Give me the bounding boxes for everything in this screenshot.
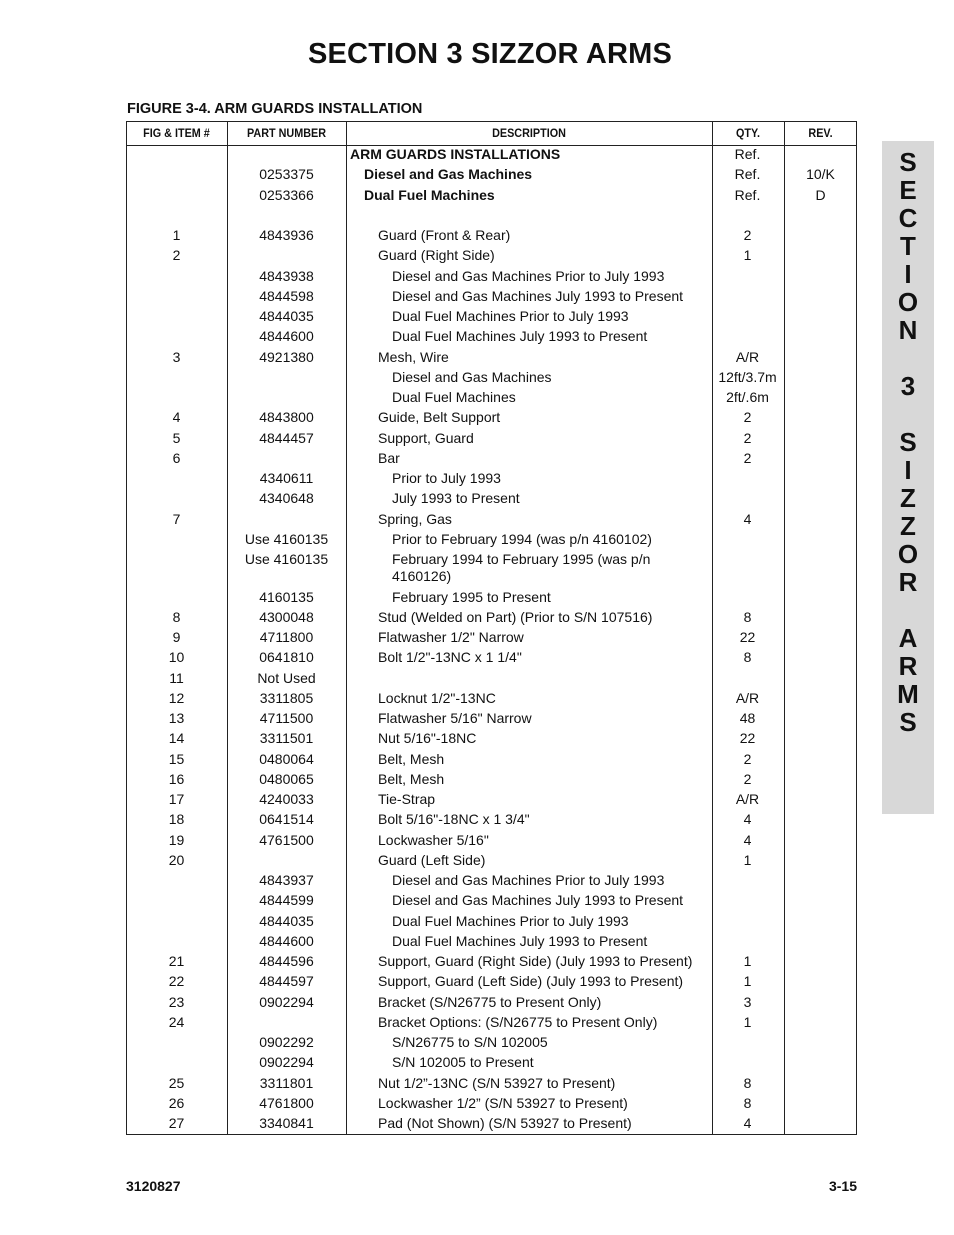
part-number-cell: 0641810 [259,649,314,666]
fig-item-cell: 19 [168,831,185,848]
section-tab-letter [882,344,934,372]
section-tab-letter: Z [900,511,916,541]
table-row [126,750,857,770]
table-row [126,186,857,206]
part-number-cell: 4711500 [259,710,314,726]
section-tab-letter: Z [900,483,916,513]
qty-cell: Ref. [734,146,761,162]
table-row [126,510,857,530]
table-row [126,307,857,327]
header-qty: QTY. [735,126,760,140]
part-number-cell: 4921380 [259,348,314,365]
qty-cell: A/R [735,348,760,365]
fig-item-cell: 11 [169,669,184,686]
part-number-cell: 4844597 [259,973,314,990]
description-cell: Dual Fuel Machines [392,389,516,405]
table-row [126,1074,857,1094]
part-number-cell: 4711800 [259,629,314,645]
qty-cell: 22 [739,730,756,747]
description-cell: Dual Fuel Machines Prior to July 1993 [392,308,629,324]
description-cell: Diesel and Gas Machines Prior to July 1993 [392,872,665,888]
qty-cell: 4 [743,831,752,848]
table-row [126,729,857,749]
section-tab-letter: S [899,707,917,737]
section-tab-letter: 3 [900,371,916,401]
fig-item-cell: 20 [168,851,185,868]
description-cell: Nut 1/2”-13NC (S/N 53927 to Present) [378,1074,616,1091]
qty-cell: 2 [743,409,752,426]
part-number-cell: 4761800 [259,1094,314,1111]
page-title: SECTION 3 SIZZOR ARMS [307,38,673,70]
qty-cell: 3 [743,993,752,1010]
description-cell: Mesh, Wire [378,348,449,365]
section-tab-letter [882,400,934,428]
qty-cell: 1 [743,247,752,264]
table-row [126,912,857,932]
rev-cell: D [815,186,826,203]
part-number-cell: 4340648 [259,490,314,507]
description-cell: Locknut 1/2"-13NC [378,689,496,706]
qty-cell: 4 [743,1115,752,1131]
part-number-cell: Not Used [257,669,316,686]
fig-item-cell: 22 [168,973,185,990]
header-description: DESCRIPTION [492,126,566,140]
part-number-cell: 0480065 [259,770,314,787]
qty-cell: A/R [735,791,760,807]
part-number-cell: Use 4160135 [244,551,329,567]
table-row [126,145,857,165]
fig-item-cell: 8 [172,608,181,625]
fig-item-cell: 18 [168,811,185,828]
description-cell: Belt, Mesh [378,770,445,787]
qty-cell: 8 [743,608,752,625]
page-number: 3-15 [828,1178,857,1194]
description-cell: Dual Fuel Machines [364,186,495,203]
table-row [126,287,857,307]
table-body [126,145,857,1134]
qty-cell: 1 [743,973,752,990]
description-cell: Pad (Not Shown) (S/N 53927 to Present) [378,1115,632,1131]
description-cell: Nut 5/16"-18NC [378,730,477,747]
part-number-cell: 4844596 [259,953,314,969]
qty-cell: 4 [743,510,752,527]
description-cell: Guard (Front & Rear) [378,227,511,243]
description-cell: Stud (Welded on Part) (Prior to S/N 107516) [378,608,653,625]
part-number-cell: 3340841 [259,1115,314,1131]
table-row [126,1033,857,1053]
description-cell: Guide, Belt Support [378,409,501,426]
fig-item-cell: 25 [168,1074,185,1091]
fig-item-cell: 13 [168,710,185,726]
qty-cell: 12ft/3.7m [718,368,777,385]
table-row [126,550,857,588]
table-row [126,226,857,246]
description-cell: July 1993 to Present [392,490,520,507]
fig-item-cell: 26 [168,1094,185,1111]
table-row [126,1013,857,1033]
qty-cell: 8 [743,649,752,666]
part-number-cell: 4843937 [259,872,314,888]
table-row [126,449,857,469]
table-row [126,790,857,810]
section-tab-letter: S [899,147,917,177]
description-cell: Lockwasher 1/2” (S/N 53927 to Present) [378,1094,628,1111]
part-number-cell: 4844035 [259,912,314,929]
part-number-cell: 4240033 [259,791,314,807]
table-row [126,669,857,689]
description-cell: Flatwasher 5/16" Narrow [378,710,532,726]
header-fig-item: FIG & ITEM # [143,126,210,140]
table-row [126,348,857,368]
fig-item-cell: 1 [172,227,181,243]
description-cell: Bar [378,449,400,466]
table-row [126,689,857,709]
qty-cell: 2ft/.6m [726,389,769,405]
section-tab-letter: S [899,427,917,457]
table-row [126,267,857,287]
qty-cell: 1 [743,1013,752,1030]
table-row [126,368,857,388]
description-cell: Dual Fuel Machines July 1993 to Present [392,328,648,345]
part-number-cell: 4844035 [259,308,314,324]
description-cell: Dual Fuel Machines July 1993 to Present [392,932,648,949]
table-row [126,952,857,972]
fig-item-cell: 4 [172,409,181,426]
description-cell: Lockwasher 5/16" [378,831,489,848]
fig-item-cell: 7 [172,510,181,527]
fig-item-cell: 15 [168,750,185,767]
section-tab-letter: R [898,651,918,681]
table-row [126,831,857,851]
table-row [126,770,857,790]
header-rev: REV. [808,126,833,140]
part-number-cell: 4340611 [259,470,314,486]
description-cell: Guard (Left Side) [378,851,486,868]
section-tab-letter: I [904,455,912,485]
part-number-cell: 0902294 [259,993,314,1010]
table-row [126,709,857,729]
fig-item-cell: 5 [172,429,181,446]
description-cell: Prior to February 1994 (was p/n 4160102) [392,530,652,547]
table-row [126,206,857,226]
part-number-cell: 4844598 [259,287,314,304]
part-number-cell: 3311805 [259,689,314,706]
description-cell: Dual Fuel Machines Prior to July 1993 [392,912,629,929]
qty-cell: 4 [743,811,752,828]
fig-item-cell: 3 [172,348,181,365]
fig-item-cell: 16 [168,770,185,787]
fig-item-cell: 21 [168,953,185,969]
header-part-number: PART NUMBER [246,126,327,140]
qty-cell: 2 [743,750,752,767]
table-row [126,408,857,428]
part-number-cell: 0641514 [259,811,314,828]
table-row [126,871,857,891]
part-number-cell: 3311801 [259,1074,314,1091]
table-row [126,388,857,408]
section-tab-letter: A [898,623,918,653]
part-number-cell: 4844599 [259,892,314,909]
part-number-cell: 0480064 [259,750,314,767]
document-number: 3120827 [126,1178,181,1194]
section-tab-letter: E [899,175,917,205]
qty-cell: 2 [743,449,752,466]
section-tab-letter: M [897,679,919,709]
table-row [126,993,857,1013]
description-cell: Diesel and Gas Machines [364,166,533,183]
description-cell: February 1995 to Present [392,588,551,605]
table-row [126,648,857,668]
section-tab-letter: O [897,287,919,317]
part-number-cell: 0902292 [259,1034,314,1050]
description-cell: Diesel and Gas Machines Prior to July 1993 [392,267,665,284]
part-number-cell: 4844600 [259,932,314,949]
part-number-cell: 4761500 [259,831,314,848]
figure-title: FIGURE 3-4. ARM GUARDS INSTALLATION [127,101,423,117]
table-row [126,608,857,628]
table-row [126,1053,857,1073]
description-cell: Diesel and Gas Machines [392,368,552,385]
description-cell: Tie-Strap [378,791,436,807]
qty-cell: 1 [743,851,752,868]
fig-item-cell: 17 [168,791,185,807]
table-row [126,469,857,489]
fig-item-cell: 6 [172,449,181,466]
description-cell: Bracket Options: (S/N26775 to Present Only) [378,1013,658,1030]
fig-item-cell: 2 [172,247,181,264]
description-cell: Support, Guard (Left Side) (July 1993 to Present) [378,973,684,990]
description-cell: Bolt 5/16"-18NC x 1 3/4" [378,811,530,828]
part-number-cell: 4843938 [259,267,314,284]
table-row [126,1114,857,1134]
table-row [126,810,857,830]
table-row [126,530,857,550]
part-number-cell: 4843800 [259,409,314,426]
part-number-cell: 4300048 [259,608,314,625]
table-row [126,165,857,185]
description-cell: Prior to July 1993 [392,470,501,486]
section-tab-letter: R [898,567,918,597]
description-cell: Guard (Right Side) [378,247,495,264]
description-cell: Flatwasher 1/2" Narrow [378,629,524,645]
description-cell: S/N26775 to S/N 102005 [392,1034,548,1050]
description-cell: Bolt 1/2"-13NC x 1 1/4" [378,649,522,666]
fig-item-cell: 23 [168,993,185,1010]
section-tab-label [882,148,934,736]
section-tab-letter: T [900,231,916,261]
table-row [126,1094,857,1114]
qty-cell: 8 [743,1074,752,1091]
description-cell: Diesel and Gas Machines July 1993 to Present [392,287,684,304]
qty-cell: 2 [743,429,752,446]
section-tab-letter: C [898,203,918,233]
rev-cell: 10/K [806,166,835,183]
table-row [126,891,857,911]
table-row [126,972,857,992]
part-number-cell: 4843936 [259,227,314,243]
table-row [126,246,857,266]
description-cell: Support, Guard (Right Side) (July 1993 to Present) [378,953,693,969]
fig-item-cell: 12 [168,689,185,706]
part-number-cell: 0253375 [259,166,314,183]
table-row [126,429,857,449]
qty-cell: 8 [743,1094,752,1111]
section-tab-letter: N [898,315,918,345]
fig-item-cell: 9 [172,629,181,645]
fig-item-cell: 27 [168,1115,185,1131]
table-row [126,588,857,608]
description-cell: Belt, Mesh [378,750,445,767]
table-row [126,932,857,952]
description-cell: Spring, Gas [378,510,452,527]
description-cell: February 1994 to February 1995 (was p/n 4160126) [392,551,651,584]
part-number-cell: Use 4160135 [244,530,329,547]
description-cell: ARM GUARDS INSTALLATIONS [350,146,561,162]
qty-cell: 2 [743,227,752,243]
qty-cell: 1 [743,953,752,969]
qty-cell: 48 [739,710,756,726]
qty-cell: 22 [739,629,756,645]
section-tab-letter: O [897,539,919,569]
part-number-cell: 0253366 [259,186,314,203]
table-row [126,851,857,871]
qty-cell: A/R [735,689,760,706]
section-tab-letter [882,596,934,624]
part-number-cell: 3311501 [259,730,314,747]
part-number-cell: 0902294 [259,1054,314,1071]
qty-cell: Ref. [734,186,761,203]
fig-item-cell: 24 [168,1013,185,1030]
part-number-cell: 4844457 [259,429,314,446]
description-cell: Diesel and Gas Machines July 1993 to Present [392,892,684,909]
fig-item-cell: 10 [168,649,185,666]
table-row [126,628,857,648]
table-row [126,489,857,509]
qty-cell: Ref. [734,166,761,183]
part-number-cell: 4160135 [259,588,314,605]
section-tab-letter: I [904,259,912,289]
description-cell: S/N 102005 to Present [392,1054,534,1071]
table-row [126,327,857,347]
fig-item-cell: 14 [168,730,185,747]
part-number-cell: 4844600 [259,328,314,345]
qty-cell: 2 [743,770,752,787]
description-cell: Support, Guard [378,429,474,446]
description-cell: Bracket (S/N26775 to Present Only) [378,993,602,1010]
